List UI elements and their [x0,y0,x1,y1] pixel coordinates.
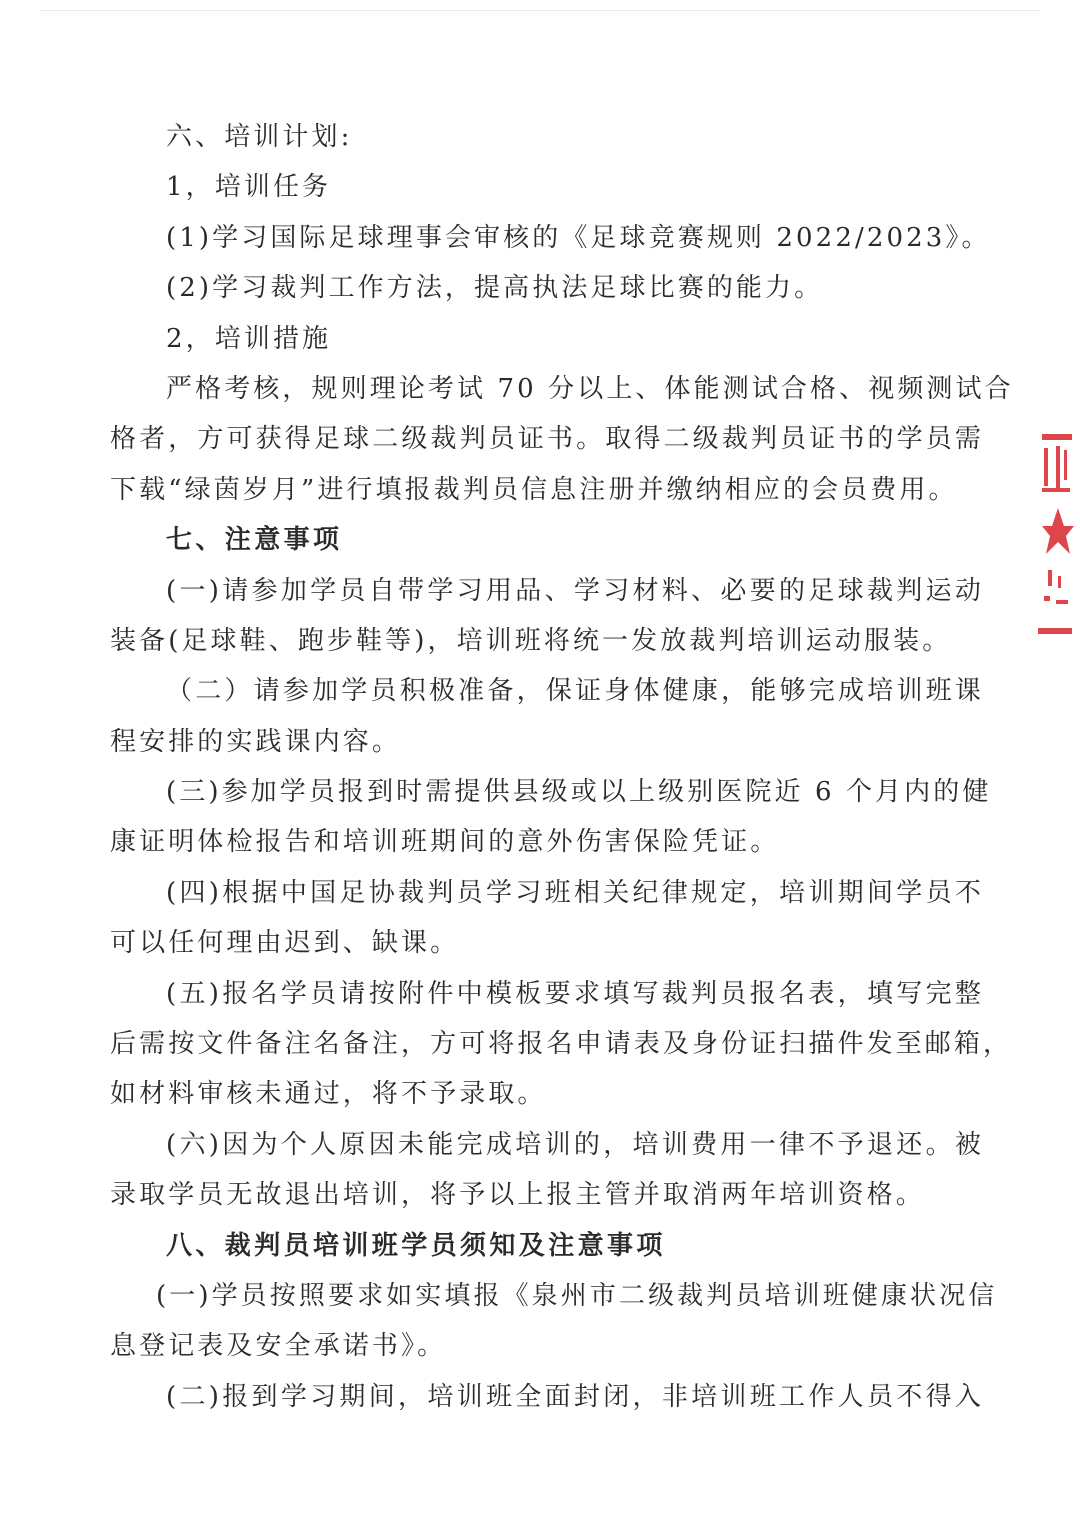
paragraph-line: (五)报名学员请按附件中模板要求填写裁判员报名表，填写完整 [166,978,984,1009]
subsection-training-tasks: 1，培训任务 [166,172,332,203]
paragraph-line: (1)学习国际足球理事会审核的《足球竞赛规则 2022/2023》。 [166,222,991,253]
paragraph-line: 息登记表及安全承诺书》。 [110,1331,447,1362]
paragraph-line: 后需按文件备注名备注，方可将报名申请表及身份证扫描件发至邮箱， [110,1029,1013,1060]
subsection-training-measures: 2，培训措施 [166,323,332,354]
document-body [110,112,1014,1422]
paragraph-line: 录取学员无故退出培训，将予以上报主管并取消两年培训资格。 [110,1180,925,1211]
paragraph-line: 严格考核，规则理论考试 70 分以上、体能测试合格、视频测试合 [166,373,1014,404]
page-top-rule [40,10,1040,11]
paragraph-line: (六)因为个人原因未能完成培训的，培训费用一律不予退还。被 [166,1129,984,1160]
paragraph-line: 如材料审核未通过，将不予录取。 [110,1079,547,1110]
paragraph-line: (2)学习裁判工作方法，提高执法足球比赛的能力。 [166,273,824,304]
section-heading-notes: 七、注意事项 [166,525,343,556]
paragraph-line: (一)学员按照要求如实填报《泉州市二级裁判员培训班健康状况信 [156,1280,998,1311]
paragraph-line: (四)根据中国足协裁判员学习班相关纪律规定，培训期间学员不 [166,877,984,908]
paragraph-line: (三)参加学员报到时需提供县级或以上级别医院近 6 个月内的健 [166,777,992,808]
paragraph-line: 下载“绿茵岁月”进行填报裁判员信息注册并缴纳相应的会员费用。 [110,474,958,505]
paragraph-line: 装备(足球鞋、跑步鞋等)，培训班将统一发放裁判培训运动服装。 [110,625,952,656]
paragraph-line: （二）请参加学员积极准备，保证身体健康，能够完成培训班课 [166,676,984,707]
paragraph-line: 程安排的实践课内容。 [110,726,402,757]
paragraph-line: (二)报到学习期间，培训班全面封闭，非培训班工作人员不得入 [166,1381,984,1412]
section-title-training-plan: 六、培训计划: [166,122,353,152]
section-heading-trainee-notice: 八、裁判员培训班学员须知及注意事项 [166,1230,666,1261]
paragraph-line: 格者，方可获得足球二级裁判员证书。取得二级裁判员证书的学员需 [110,424,984,455]
paragraph-line: 康证明体检报告和培训班期间的意外伤害保险凭证。 [110,827,780,858]
paragraph-line: 可以任何理由迟到、缺课。 [110,928,460,959]
paragraph-line: (一)请参加学员自带学习用品、学习材料、必要的足球裁判运动 [166,575,984,606]
official-seal-stamp [1034,430,1074,642]
